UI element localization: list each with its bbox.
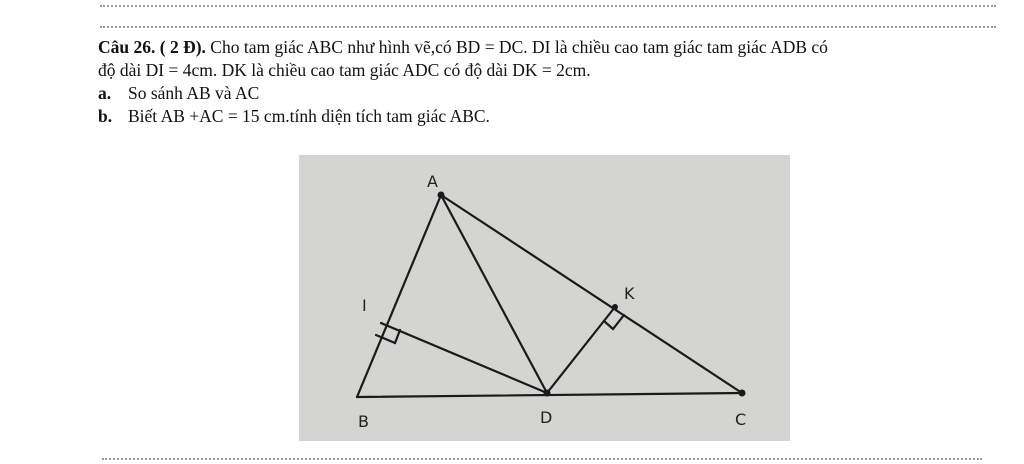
point-a — [438, 192, 445, 199]
label-i: I — [362, 296, 367, 315]
side-ab — [357, 195, 441, 397]
point-c — [739, 390, 746, 397]
problem-line-1 — [98, 36, 998, 59]
part-a-label: a. — [98, 83, 112, 103]
label-a: A — [427, 172, 438, 191]
part-b-label: b. — [98, 106, 113, 126]
problem-heading: Câu 26. ( 2 Đ). — [98, 37, 206, 57]
point-k — [612, 304, 618, 310]
triangle-figure — [299, 155, 790, 441]
problem-statement-1: Cho tam giác ABC như hình vẽ,có BD = DC. DI là chiều cao tam giác tam giác ADB có — [205, 37, 828, 57]
problem-statement-2: độ dài DI = 4cm. DK là chiều cao tam giác ADC có độ dài DK = 2cm. — [98, 60, 591, 80]
label-b: B — [358, 412, 369, 431]
segment-ad — [441, 195, 547, 393]
side-ac — [441, 195, 742, 393]
altitude-dk — [547, 307, 615, 393]
label-c: C — [735, 410, 747, 429]
altitude-di — [381, 323, 547, 393]
bottom-dotted-rule — [102, 458, 982, 460]
part-a — [98, 82, 998, 105]
label-d: D — [540, 408, 553, 427]
label-k: K — [624, 284, 635, 303]
problem-line-2 — [98, 59, 998, 82]
part-a-text: So sánh AB và AC — [128, 83, 260, 103]
part-b — [98, 105, 998, 128]
problem-block — [98, 36, 998, 128]
top-dotted-rule — [100, 5, 996, 7]
triangle-diagram — [299, 155, 790, 441]
part-b-text: Biết AB +AC = 15 cm.tính diện tích tam giác ABC. — [128, 106, 490, 126]
point-d — [544, 390, 551, 397]
dotted-rule — [100, 26, 996, 28]
